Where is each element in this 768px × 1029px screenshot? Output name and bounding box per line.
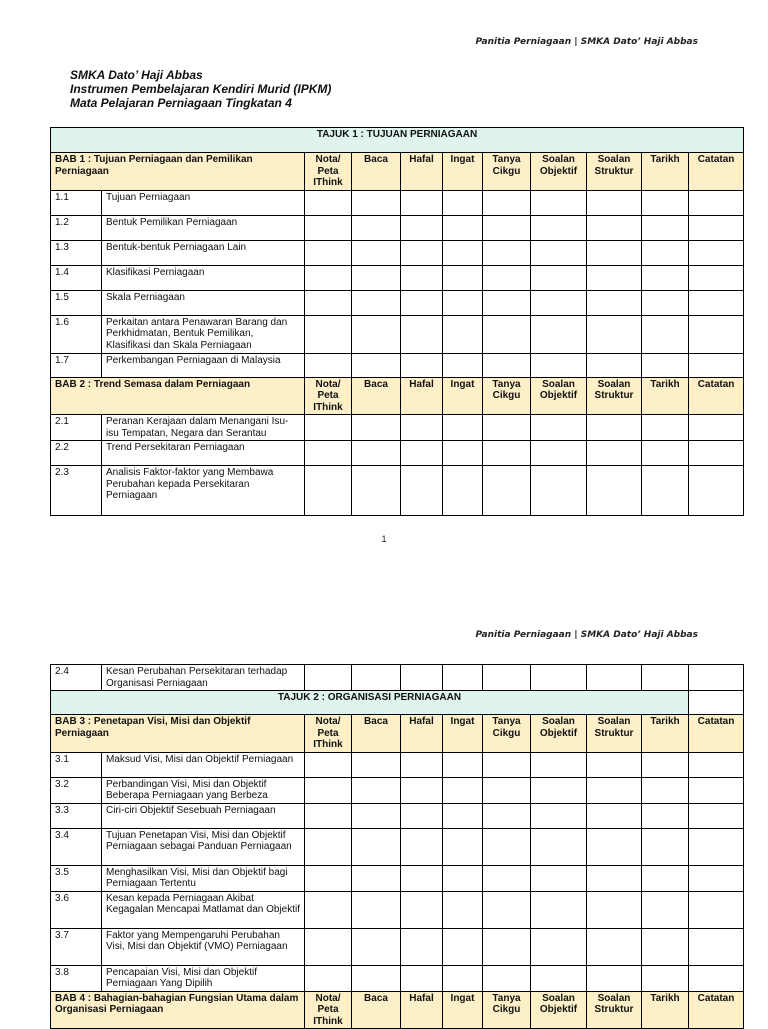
col-tarikh: Tarikh <box>642 153 689 191</box>
row-topic: Perkaitan antara Penawaran Barang dan Perkhidmatan, Bentuk Pemilikan, Klasifikasi dan Skala Perniagaan <box>102 315 305 353</box>
cell-baca[interactable] <box>352 190 401 215</box>
table-row <box>51 777 744 803</box>
school-name: SMKA Dato’ Haji Abbas <box>70 68 203 82</box>
cell-soalan-objektif[interactable] <box>531 265 587 290</box>
row-number: 1.1 <box>51 190 102 215</box>
col-ingat: Ingat <box>443 991 483 1029</box>
row-topic: Faktor yang Mempengaruhi Perubahan Visi, Misi dan Objektif (VMO) Perniagaan <box>102 928 305 965</box>
cell-soalan-struktur[interactable] <box>587 665 642 691</box>
cell-hafal[interactable] <box>401 441 443 466</box>
cell-tanya-cikgu[interactable] <box>483 240 531 265</box>
cell-soalan-struktur[interactable] <box>587 353 642 377</box>
cell-ingat[interactable] <box>443 865 483 891</box>
col-soalan-struktur: Soalan Struktur <box>587 153 642 191</box>
cell-hafal[interactable] <box>401 803 443 828</box>
row-number: 3.1 <box>51 752 102 777</box>
bab-1-heading: BAB 1 : Tujuan Perniagaan dan Pemilikan Perniagaan <box>51 153 305 191</box>
cell-baca[interactable] <box>352 828 401 865</box>
row-topic: Skala Perniagaan <box>102 290 305 315</box>
cell-ingat[interactable] <box>443 290 483 315</box>
tajuk-1-heading: TAJUK 1 : TUJUAN PERNIAGAAN <box>51 128 744 153</box>
cell-tarikh[interactable] <box>642 415 689 441</box>
col-tarikh: Tarikh <box>642 715 689 753</box>
cell-soalan-struktur[interactable] <box>587 803 642 828</box>
cell-ingat[interactable] <box>443 891 483 928</box>
cell-baca[interactable] <box>352 240 401 265</box>
row-number: 3.2 <box>51 777 102 803</box>
cell-tarikh[interactable] <box>642 353 689 377</box>
table-row <box>51 891 744 928</box>
col-baca: Baca <box>352 377 401 415</box>
cell-ingat[interactable] <box>443 441 483 466</box>
cell-soalan-struktur[interactable] <box>587 415 642 441</box>
cell-soalan-objektif[interactable] <box>531 353 587 377</box>
cell-tarikh[interactable] <box>642 752 689 777</box>
cell-soalan-objektif[interactable] <box>531 965 587 991</box>
cell-ingat[interactable] <box>443 265 483 290</box>
cell-ingat[interactable] <box>443 315 483 353</box>
cell-catatan[interactable] <box>689 215 744 240</box>
row-topic: Perbandingan Visi, Misi dan Objektif Beberapa Perniagaan yang Berbeza <box>102 777 305 803</box>
col-tanya-cikgu: Tanya Cikgu <box>483 377 531 415</box>
page-header: Panitia Perniagaan | SMKA Dato’ Haji Abbas <box>475 630 698 640</box>
cell-catatan[interactable] <box>689 190 744 215</box>
cell-soalan-struktur[interactable] <box>587 215 642 240</box>
table-row <box>51 865 744 891</box>
cell-soalan-objektif[interactable] <box>531 891 587 928</box>
cell-catatan[interactable] <box>689 777 744 803</box>
row-topic: Analisis Faktor-faktor yang Membawa Perubahan kepada Persekitaran Perniagaan <box>102 466 305 516</box>
cell-tanya-cikgu[interactable] <box>483 828 531 865</box>
cell-tanya-cikgu[interactable] <box>483 290 531 315</box>
cell-nota[interactable] <box>305 865 352 891</box>
row-topic: Kesan kepada Perniagaan Akibat Kegagalan Mencapai Matlamat dan Objektif <box>102 891 305 928</box>
row-topic: Klasifikasi Perniagaan <box>102 265 305 290</box>
row-number: 2.1 <box>51 415 102 441</box>
row-topic: Trend Persekitaran Perniagaan <box>102 441 305 466</box>
cell-catatan[interactable] <box>689 665 744 691</box>
cell-soalan-objektif[interactable] <box>531 315 587 353</box>
row-topic: Maksud Visi, Misi dan Objektif Perniagaan <box>102 752 305 777</box>
cell-hafal[interactable] <box>401 665 443 691</box>
cell-tanya-cikgu[interactable] <box>483 865 531 891</box>
row-number: 3.5 <box>51 865 102 891</box>
col-catatan: Catatan <box>689 377 744 415</box>
row-topic: Pencapaian Visi, Misi dan Objektif Perniagaan Yang Dipilih <box>102 965 305 991</box>
cell-tanya-cikgu[interactable] <box>483 265 531 290</box>
cell-tarikh[interactable] <box>642 891 689 928</box>
cell-soalan-struktur[interactable] <box>587 891 642 928</box>
cell-soalan-struktur[interactable] <box>587 265 642 290</box>
cell-baca[interactable] <box>352 353 401 377</box>
cell-tarikh[interactable] <box>642 315 689 353</box>
cell-tanya-cikgu[interactable] <box>483 752 531 777</box>
col-tanya-cikgu: Tanya Cikgu <box>483 715 531 753</box>
col-tarikh: Tarikh <box>642 377 689 415</box>
cell-hafal[interactable] <box>401 215 443 240</box>
col-hafal: Hafal <box>401 991 443 1029</box>
cell-ingat[interactable] <box>443 215 483 240</box>
cell-nota[interactable] <box>305 240 352 265</box>
bab-4-heading: BAB 4 : Bahagian-bahagian Fungsian Utama dalam Organisasi Perniagaan <box>51 991 305 1029</box>
cell-baca[interactable] <box>352 891 401 928</box>
cell-soalan-struktur[interactable] <box>587 777 642 803</box>
subject-name: Mata Pelajaran Perniagaan Tingkatan 4 <box>70 96 292 110</box>
cell-tarikh[interactable] <box>642 441 689 466</box>
col-soalan-objektif: Soalan Objektif <box>531 715 587 753</box>
table-row <box>51 928 744 965</box>
cell-nota[interactable] <box>305 752 352 777</box>
cell-catatan[interactable] <box>689 415 744 441</box>
table-row <box>51 315 744 353</box>
cell-catatan[interactable] <box>689 865 744 891</box>
cell-nota[interactable] <box>305 965 352 991</box>
cell-hafal[interactable] <box>401 965 443 991</box>
cell-tanya-cikgu[interactable] <box>483 928 531 965</box>
cell-hafal[interactable] <box>401 315 443 353</box>
col-nota: Nota/ Peta IThink <box>305 153 352 191</box>
cell-catatan[interactable] <box>689 441 744 466</box>
table-row <box>51 441 744 466</box>
cell-catatan[interactable] <box>689 315 744 353</box>
cell-nota[interactable] <box>305 777 352 803</box>
cell-soalan-struktur[interactable] <box>587 290 642 315</box>
table-row <box>51 290 744 315</box>
cell-soalan-struktur[interactable] <box>587 441 642 466</box>
col-soalan-objektif: Soalan Objektif <box>531 153 587 191</box>
cell-soalan-objektif[interactable] <box>531 928 587 965</box>
cell-blank <box>689 691 744 715</box>
cell-nota[interactable] <box>305 928 352 965</box>
cell-nota[interactable] <box>305 190 352 215</box>
row-topic: Tujuan Penetapan Visi, Misi dan Objektif Perniagaan sebagai Panduan Perniagaan <box>102 828 305 865</box>
col-hafal: Hafal <box>401 715 443 753</box>
cell-catatan[interactable] <box>689 240 744 265</box>
cell-soalan-objektif[interactable] <box>531 865 587 891</box>
col-hafal: Hafal <box>401 377 443 415</box>
table-row <box>51 665 744 691</box>
cell-tarikh[interactable] <box>642 290 689 315</box>
cell-hafal[interactable] <box>401 777 443 803</box>
cell-tanya-cikgu[interactable] <box>483 415 531 441</box>
row-number: 3.3 <box>51 803 102 828</box>
row-number: 1.5 <box>51 290 102 315</box>
cell-hafal[interactable] <box>401 415 443 441</box>
cell-baca[interactable] <box>352 928 401 965</box>
cell-ingat[interactable] <box>443 353 483 377</box>
cell-ingat[interactable] <box>443 928 483 965</box>
cell-nota[interactable] <box>305 441 352 466</box>
col-soalan-objektif: Soalan Objektif <box>531 991 587 1029</box>
table-row <box>51 190 744 215</box>
cell-catatan[interactable] <box>689 891 744 928</box>
col-baca: Baca <box>352 991 401 1029</box>
col-tanya-cikgu: Tanya Cikgu <box>483 153 531 191</box>
cell-soalan-objektif[interactable] <box>531 752 587 777</box>
cell-soalan-objektif[interactable] <box>531 803 587 828</box>
row-topic: Ciri-ciri Objektif Sesebuah Perniagaan <box>102 803 305 828</box>
cell-hafal[interactable] <box>401 290 443 315</box>
cell-baca[interactable] <box>352 803 401 828</box>
col-soalan-struktur: Soalan Struktur <box>587 991 642 1029</box>
cell-soalan-objektif[interactable] <box>531 441 587 466</box>
row-topic: Menghasilkan Visi, Misi dan Objektif bagi Perniagaan Tertentu <box>102 865 305 891</box>
cell-soalan-objektif[interactable] <box>531 415 587 441</box>
cell-hafal[interactable] <box>401 865 443 891</box>
row-topic: Bentuk Pemilikan Perniagaan <box>102 215 305 240</box>
page-header: Panitia Perniagaan | SMKA Dato’ Haji Abbas <box>475 37 698 47</box>
cell-catatan[interactable] <box>689 290 744 315</box>
page-number: 1 <box>381 534 387 544</box>
col-catatan: Catatan <box>689 991 744 1029</box>
cell-nota[interactable] <box>305 215 352 240</box>
instrument-name: Instrumen Pembelajaran Kendiri Murid (IPKM) <box>70 82 332 96</box>
cell-soalan-objektif[interactable] <box>531 215 587 240</box>
cell-soalan-struktur[interactable] <box>587 752 642 777</box>
cell-hafal[interactable] <box>401 353 443 377</box>
cell-nota[interactable] <box>305 466 352 516</box>
table-row <box>51 265 744 290</box>
cell-catatan[interactable] <box>689 928 744 965</box>
cell-baca[interactable] <box>352 777 401 803</box>
cell-tarikh[interactable] <box>642 865 689 891</box>
cell-tanya-cikgu[interactable] <box>483 965 531 991</box>
row-number: 1.6 <box>51 315 102 353</box>
cell-nota[interactable] <box>305 415 352 441</box>
cell-nota[interactable] <box>305 891 352 928</box>
col-baca: Baca <box>352 715 401 753</box>
cell-soalan-objektif[interactable] <box>531 240 587 265</box>
cell-ingat[interactable] <box>443 240 483 265</box>
cell-catatan[interactable] <box>689 752 744 777</box>
cell-soalan-objektif[interactable] <box>531 466 587 516</box>
col-hafal: Hafal <box>401 153 443 191</box>
cell-ingat[interactable] <box>443 828 483 865</box>
col-nota: Nota/ Peta IThink <box>305 377 352 415</box>
col-nota: Nota/ Peta IThink <box>305 715 352 753</box>
row-topic: Tujuan Perniagaan <box>102 190 305 215</box>
bab-2-heading: BAB 2 : Trend Semasa dalam Perniagaan <box>51 377 305 415</box>
cell-tarikh[interactable] <box>642 665 689 691</box>
row-number: 2.3 <box>51 466 102 516</box>
cell-soalan-objektif[interactable] <box>531 828 587 865</box>
cell-soalan-struktur[interactable] <box>587 315 642 353</box>
cell-ingat[interactable] <box>443 665 483 691</box>
cell-tanya-cikgu[interactable] <box>483 215 531 240</box>
table-row <box>51 240 744 265</box>
cell-baca[interactable] <box>352 315 401 353</box>
cell-soalan-struktur[interactable] <box>587 190 642 215</box>
row-number: 3.7 <box>51 928 102 965</box>
cell-baca[interactable] <box>352 415 401 441</box>
cell-ingat[interactable] <box>443 466 483 516</box>
cell-tarikh[interactable] <box>642 466 689 516</box>
cell-baca[interactable] <box>352 665 401 691</box>
col-ingat: Ingat <box>443 377 483 415</box>
col-soalan-objektif: Soalan Objektif <box>531 377 587 415</box>
row-number: 1.7 <box>51 353 102 377</box>
bab-3-heading: BAB 3 : Penetapan Visi, Misi dan Objektif Perniagaan <box>51 715 305 753</box>
cell-hafal[interactable] <box>401 828 443 865</box>
cell-tarikh[interactable] <box>642 803 689 828</box>
cell-tanya-cikgu[interactable] <box>483 353 531 377</box>
cell-tarikh[interactable] <box>642 265 689 290</box>
col-catatan: Catatan <box>689 153 744 191</box>
cell-ingat[interactable] <box>443 803 483 828</box>
cell-baca[interactable] <box>352 752 401 777</box>
cell-catatan[interactable] <box>689 828 744 865</box>
col-ingat: Ingat <box>443 153 483 191</box>
cell-baca[interactable] <box>352 441 401 466</box>
cell-tanya-cikgu[interactable] <box>483 803 531 828</box>
cell-hafal[interactable] <box>401 265 443 290</box>
cell-soalan-objektif[interactable] <box>531 777 587 803</box>
col-soalan-struktur: Soalan Struktur <box>587 377 642 415</box>
row-number: 1.4 <box>51 265 102 290</box>
cell-tanya-cikgu[interactable] <box>483 441 531 466</box>
cell-soalan-struktur[interactable] <box>587 928 642 965</box>
row-topic: Perkembangan Perniagaan di Malaysia <box>102 353 305 377</box>
col-soalan-struktur: Soalan Struktur <box>587 715 642 753</box>
row-topic: Peranan Kerajaan dalam Menangani Isu-isu Tempatan, Negara dan Serantau <box>102 415 305 441</box>
cell-soalan-struktur[interactable] <box>587 965 642 991</box>
ipkm-table-page-2 <box>50 664 744 1029</box>
cell-tarikh[interactable] <box>642 965 689 991</box>
cell-tanya-cikgu[interactable] <box>483 891 531 928</box>
tajuk-2-heading: TAJUK 2 : ORGANISASI PERNIAGAAN <box>51 691 689 715</box>
cell-catatan[interactable] <box>689 353 744 377</box>
cell-catatan[interactable] <box>689 466 744 516</box>
cell-tanya-cikgu[interactable] <box>483 665 531 691</box>
row-topic: Kesan Perubahan Persekitaran terhadap Organisasi Perniagaan <box>102 665 305 691</box>
row-topic: Bentuk-bentuk Perniagaan Lain <box>102 240 305 265</box>
table-row <box>51 965 744 991</box>
cell-catatan[interactable] <box>689 965 744 991</box>
row-number: 3.8 <box>51 965 102 991</box>
cell-soalan-objektif[interactable] <box>531 290 587 315</box>
col-tanya-cikgu: Tanya Cikgu <box>483 991 531 1029</box>
cell-ingat[interactable] <box>443 777 483 803</box>
table-row <box>51 415 744 441</box>
cell-baca[interactable] <box>352 466 401 516</box>
table-row <box>51 752 744 777</box>
cell-hafal[interactable] <box>401 891 443 928</box>
cell-baca[interactable] <box>352 965 401 991</box>
cell-soalan-struktur[interactable] <box>587 466 642 516</box>
row-number: 3.4 <box>51 828 102 865</box>
cell-catatan[interactable] <box>689 265 744 290</box>
cell-tanya-cikgu[interactable] <box>483 777 531 803</box>
cell-hafal[interactable] <box>401 928 443 965</box>
cell-hafal[interactable] <box>401 240 443 265</box>
cell-ingat[interactable] <box>443 965 483 991</box>
cell-ingat[interactable] <box>443 752 483 777</box>
table-row <box>51 353 744 377</box>
cell-soalan-objektif[interactable] <box>531 190 587 215</box>
cell-soalan-struktur[interactable] <box>587 828 642 865</box>
table-row <box>51 215 744 240</box>
cell-tarikh[interactable] <box>642 240 689 265</box>
col-nota: Nota/ Peta IThink <box>305 991 352 1029</box>
cell-tarikh[interactable] <box>642 777 689 803</box>
cell-soalan-objektif[interactable] <box>531 665 587 691</box>
cell-tarikh[interactable] <box>642 190 689 215</box>
ipkm-table-page-1 <box>50 127 744 516</box>
cell-ingat[interactable] <box>443 190 483 215</box>
cell-nota[interactable] <box>305 353 352 377</box>
cell-ingat[interactable] <box>443 415 483 441</box>
table-row <box>51 803 744 828</box>
cell-tanya-cikgu[interactable] <box>483 466 531 516</box>
row-number: 1.3 <box>51 240 102 265</box>
cell-nota[interactable] <box>305 803 352 828</box>
cell-soalan-struktur[interactable] <box>587 865 642 891</box>
cell-tanya-cikgu[interactable] <box>483 315 531 353</box>
cell-tarikh[interactable] <box>642 828 689 865</box>
cell-nota[interactable] <box>305 290 352 315</box>
row-number: 2.4 <box>51 665 102 691</box>
cell-tanya-cikgu[interactable] <box>483 190 531 215</box>
row-number: 1.2 <box>51 215 102 240</box>
cell-hafal[interactable] <box>401 752 443 777</box>
cell-baca[interactable] <box>352 265 401 290</box>
cell-baca[interactable] <box>352 290 401 315</box>
col-baca: Baca <box>352 153 401 191</box>
col-ingat: Ingat <box>443 715 483 753</box>
cell-hafal[interactable] <box>401 466 443 516</box>
cell-hafal[interactable] <box>401 190 443 215</box>
cell-tarikh[interactable] <box>642 928 689 965</box>
cell-tarikh[interactable] <box>642 215 689 240</box>
row-number: 3.6 <box>51 891 102 928</box>
cell-baca[interactable] <box>352 215 401 240</box>
cell-nota[interactable] <box>305 315 352 353</box>
document-title <box>70 68 331 110</box>
col-catatan: Catatan <box>689 715 744 753</box>
cell-nota[interactable] <box>305 265 352 290</box>
cell-nota[interactable] <box>305 828 352 865</box>
row-number: 2.2 <box>51 441 102 466</box>
cell-baca[interactable] <box>352 865 401 891</box>
cell-nota[interactable] <box>305 665 352 691</box>
cell-catatan[interactable] <box>689 803 744 828</box>
table-row <box>51 828 744 865</box>
cell-soalan-struktur[interactable] <box>587 240 642 265</box>
table-row <box>51 466 744 516</box>
col-tarikh: Tarikh <box>642 991 689 1029</box>
